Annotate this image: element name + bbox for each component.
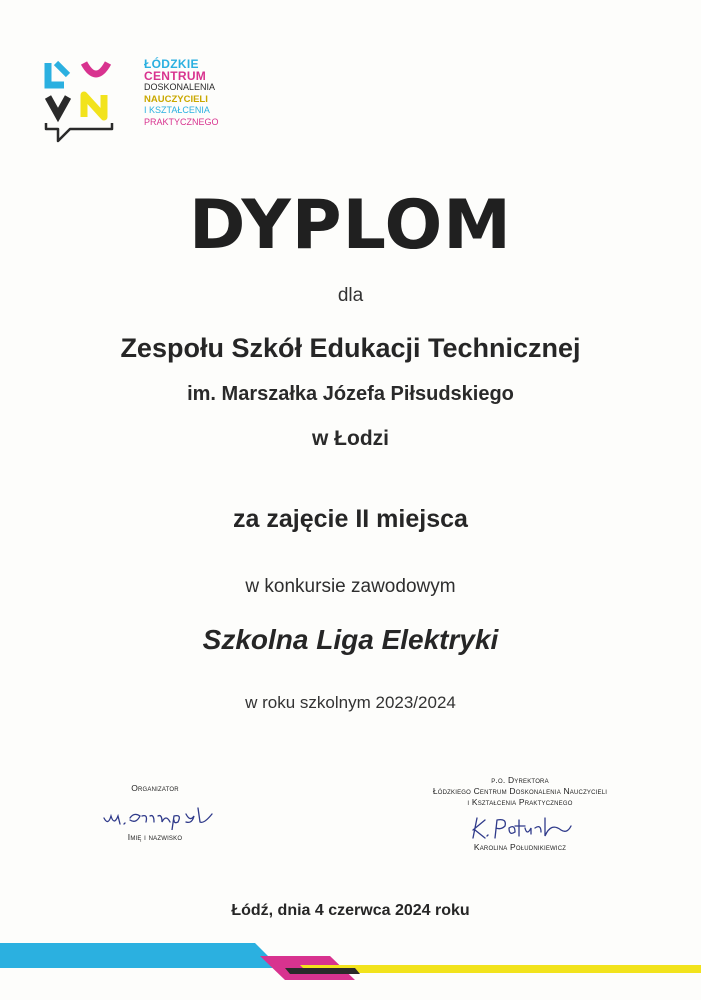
school-patron: im. Marszałka Józefa Piłsudskiego [187,383,514,405]
logo-line: ŁÓDZKIE [144,57,199,71]
school-name: Zespołu Szkół Edukacji Technicznej [120,333,581,363]
director-block [395,775,645,853]
logo-mark-icon [44,55,144,150]
logo-line: PRAKTYCZNEGO [144,116,219,127]
contest-name: Szkolna Liga Elektryki [202,624,499,655]
decorative-stripes [0,938,701,983]
organizer-name-caption: Imię i nazwisko [127,832,183,842]
logo-line: I KSZTAŁCENIA [144,105,210,115]
award-text: za zajęcie II miejsca [233,505,468,533]
school-city: w Łodzi [312,427,389,450]
organizer-label: Organizator [131,783,179,793]
issue-date: Łódź, dnia 4 czerwca 2024 roku [231,902,470,919]
organizer-signature-icon [100,804,220,830]
logo-line: NAUCZYCIELI [144,93,208,105]
institution-logo [44,55,244,150]
for-label: dla [337,285,364,306]
director-title: p.o. Dyrektora [491,775,549,785]
director-name: Karolina Południkiewicz [473,842,567,852]
contest-intro: w konkursie zawodowym [245,576,456,597]
logo-line: DOSKONALENIA [144,82,216,92]
logo-text [144,59,219,128]
diploma-title: DYPLOM [189,186,512,265]
director-institution-line1: Łódzkiego Centrum Doskonalenia Nauczycieli [432,786,608,796]
organizer-block [100,783,210,843]
director-signature-icon [465,814,575,842]
director-institution-line2: i Kształcenia Praktycznego [467,797,573,807]
logo-line: CENTRUM [144,68,207,83]
school-year: w roku szkolnym 2023/2024 [245,693,456,712]
